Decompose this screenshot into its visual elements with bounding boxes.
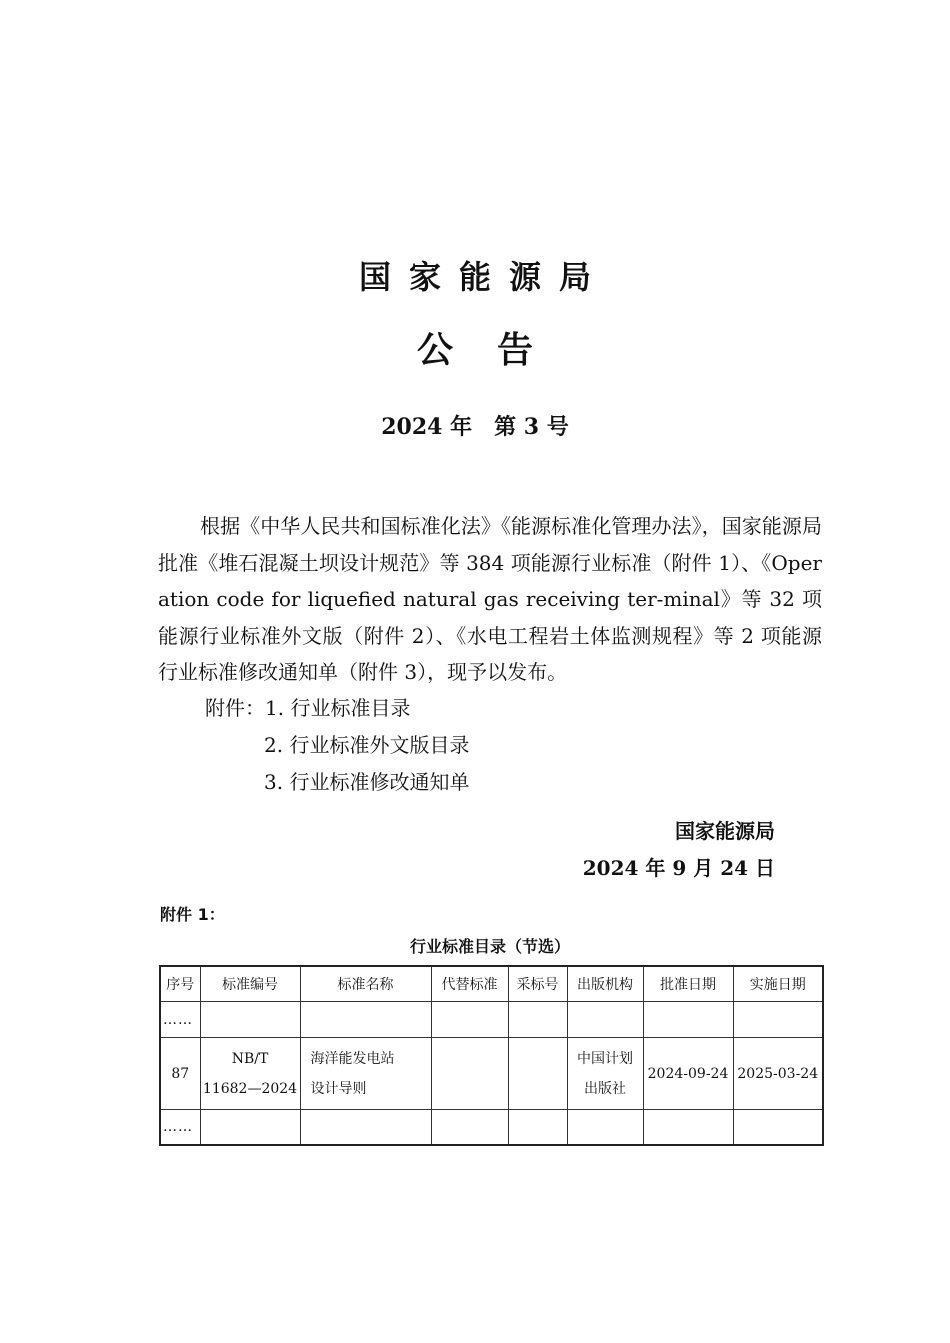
- table-row: [160, 1002, 823, 1038]
- header-cell: 标准名称: [300, 966, 431, 1002]
- header-cell: 批准日期: [643, 966, 733, 1002]
- row-number: 87: [160, 1038, 200, 1110]
- table-row: [160, 1038, 823, 1110]
- header-cell: 采标号: [508, 966, 567, 1002]
- publisher-line2: 出版社: [584, 1080, 626, 1097]
- effective-date: 2025-03-24: [733, 1038, 823, 1110]
- doc-type-title: 公告: [416, 330, 577, 371]
- standards-table: [159, 965, 824, 1146]
- table-header-row: [160, 966, 823, 1002]
- table-row: [160, 1110, 823, 1146]
- approval-date: 2024-09-24: [643, 1038, 733, 1110]
- standard-code-line2: 11682—2024: [202, 1080, 298, 1097]
- annex-label: 附件 1：: [160, 905, 225, 924]
- header-cell: 代替标准: [431, 966, 508, 1002]
- issue-number: [0, 410, 950, 441]
- standard-name-line1: 海洋能发电站: [310, 1050, 395, 1067]
- header-cell: 序号: [160, 966, 200, 1002]
- header-cell: 出版机构: [567, 966, 643, 1002]
- issue-no: 第 3 号: [494, 414, 569, 440]
- replaces-cell: [431, 1038, 508, 1110]
- table-title: 行业标准目录（节选）: [409, 937, 570, 956]
- header-cell: 标准编号: [200, 966, 300, 1002]
- issue-year: 2024 年: [381, 414, 473, 440]
- adopted-cell: [508, 1038, 567, 1110]
- attachment-1: 附件：1. 行业标准目录: [205, 696, 411, 720]
- signature-org: 国家能源局: [675, 819, 775, 843]
- ellipsis-cell: ……: [160, 1002, 200, 1038]
- attachment-2: 2. 行业标准外文版目录: [264, 733, 470, 757]
- agency-title: 国家能源局: [358, 258, 609, 296]
- signature-date: 2024 年 9 月 24 日: [582, 856, 775, 880]
- attachment-3: 3. 行业标准修改通知单: [264, 770, 470, 794]
- standard-name: [300, 1038, 431, 1110]
- publisher: [567, 1038, 643, 1110]
- standard-name-line2: 设计导则: [310, 1080, 367, 1097]
- header-cell: 实施日期: [733, 966, 823, 1002]
- standard-code: [200, 1038, 300, 1110]
- announcement-body: [158, 508, 822, 691]
- ellipsis-cell: ……: [160, 1110, 200, 1146]
- body-paragraph: 根据《中华人民共和国标准化法》《能源标准化管理办法》，国家能源局批准《堆石混凝土坝设计规范》等 384 项能源行业标准（附件 1）、《Operation code for liquefied natural gas receiving ter-minal》等 32 项能源行业标准外文版（附件 2）、《水电工程岩土体监测规程》等 2 项能源行业标准修改通知单（附件 3），现予以发布。: [158, 514, 822, 684]
- publisher-line1: 中国计划: [577, 1050, 633, 1067]
- standard-code-line1: NB/T: [231, 1050, 269, 1067]
